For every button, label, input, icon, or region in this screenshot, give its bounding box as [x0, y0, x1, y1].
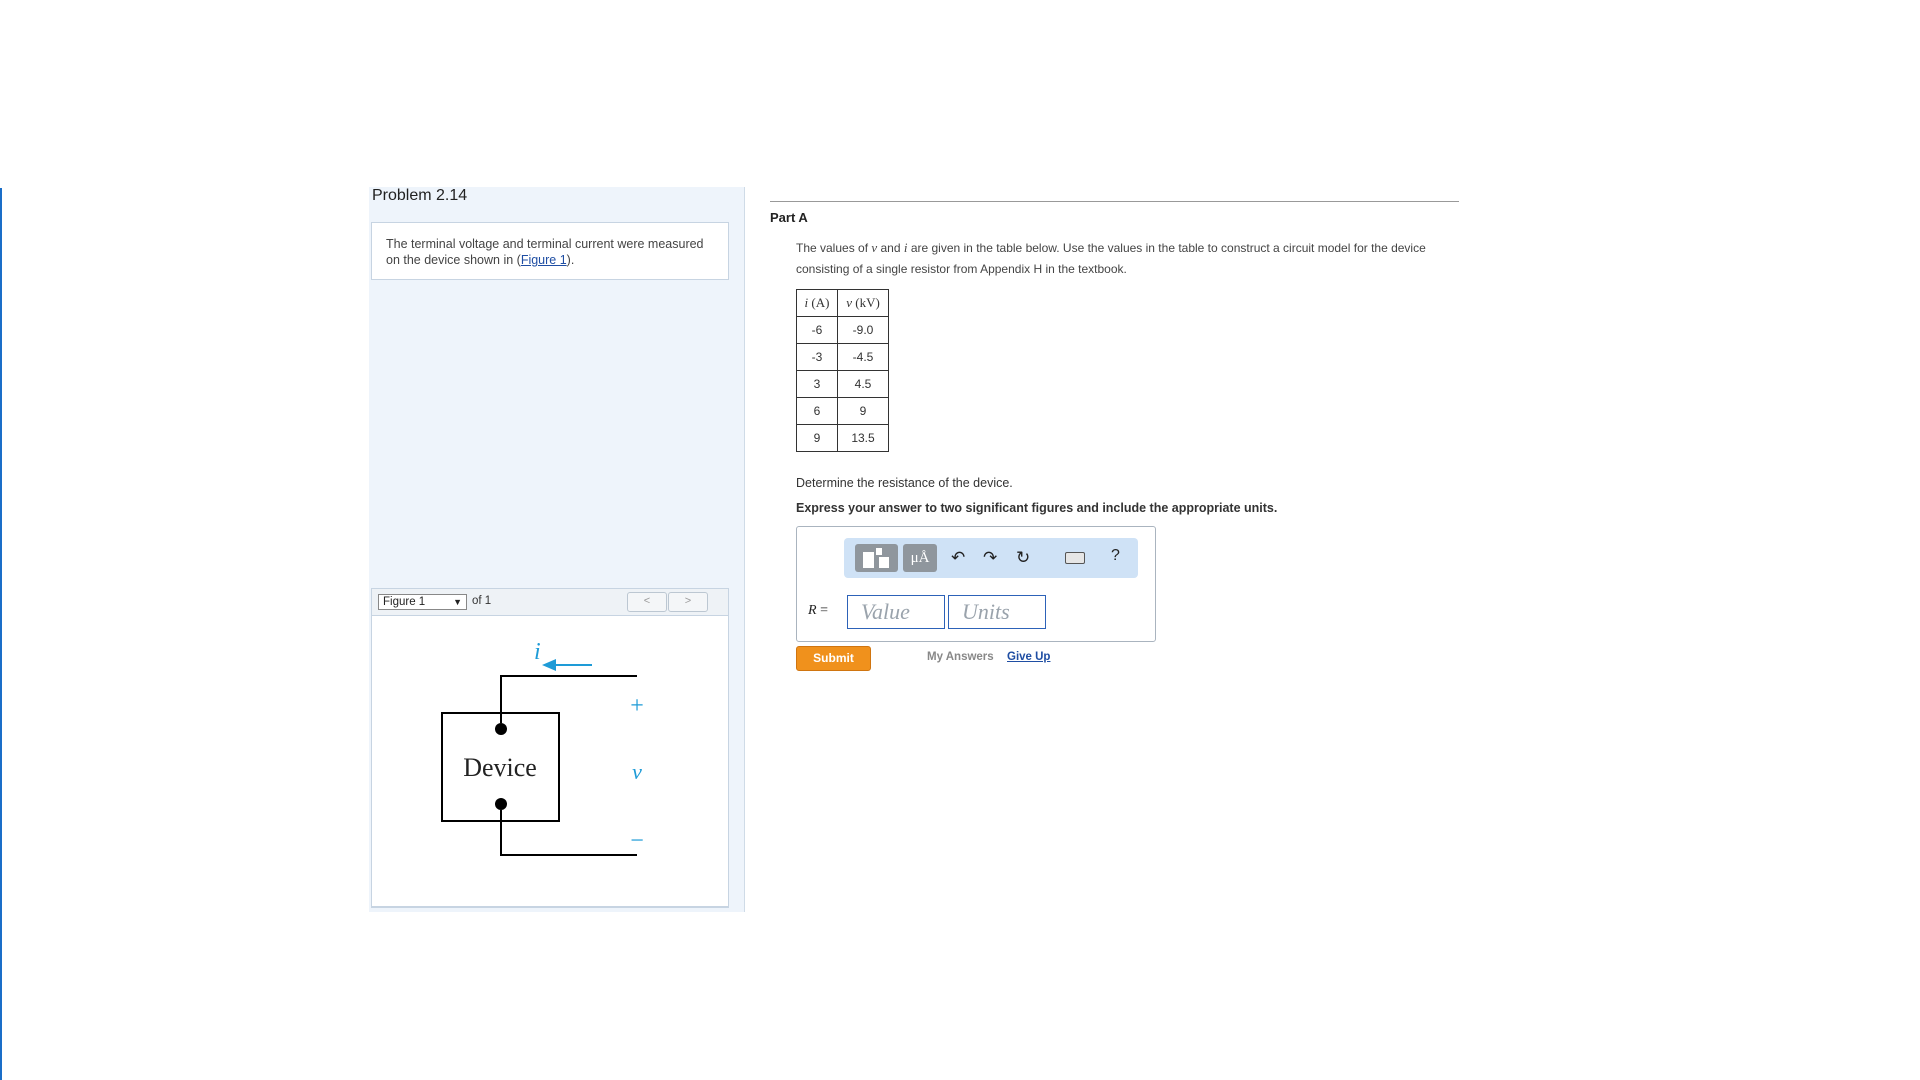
window-edge-line — [0, 188, 2, 1080]
desc-text-1: The values of — [796, 241, 872, 255]
problem-title: Problem 2.14 — [372, 187, 468, 204]
device-label: Device — [463, 753, 537, 782]
table-row — [797, 317, 889, 344]
table-cell: 6 — [797, 398, 838, 425]
next-figure-button[interactable] — [668, 592, 708, 612]
my-answers-link[interactable]: My Answers — [927, 651, 994, 663]
prev-figure-button[interactable] — [627, 592, 667, 612]
figure-bottom-rule — [371, 907, 729, 908]
desc-text-2: and — [877, 241, 904, 255]
table-cell: 9 — [797, 425, 838, 452]
figure-area — [371, 616, 729, 907]
table-cell: 9 — [838, 398, 889, 425]
figure-link[interactable]: Figure 1 — [520, 253, 567, 267]
table-cell: -6 — [797, 317, 838, 344]
table-cell: 3 — [797, 371, 838, 398]
current-label: i — [534, 639, 541, 665]
device-circuit-diagram — [372, 616, 730, 907]
part-divider — [770, 201, 1459, 202]
table-row — [797, 398, 889, 425]
templates-icon[interactable] — [855, 544, 898, 572]
current-arrowhead — [542, 659, 556, 671]
table-header-row — [797, 290, 889, 317]
table-cell: 4.5 — [838, 371, 889, 398]
bottom-terminal — [495, 798, 507, 810]
minus-label: − — [630, 828, 644, 854]
desc-var-i: i — [903, 240, 908, 255]
question-text: Determine the resistance of the device. — [796, 476, 1013, 490]
figure-select-value: Figure 1 — [383, 596, 426, 608]
units-icon[interactable]: μÅ — [903, 544, 937, 572]
chevron-left-icon: < — [643, 595, 651, 607]
figure-count: of 1 — [472, 595, 492, 607]
table-cell: -4.5 — [838, 344, 889, 371]
figure-select[interactable] — [378, 594, 467, 610]
reset-icon[interactable]: ↻ — [1016, 548, 1031, 567]
intro-tail: ). — [566, 253, 575, 267]
dropdown-arrow-icon: ▼ — [453, 597, 462, 607]
desc-var-v: v — [871, 240, 878, 255]
table-row — [797, 425, 889, 452]
table-cell: -9.0 — [838, 317, 889, 344]
answer-variable-label: R = — [808, 603, 828, 618]
keyboard-icon[interactable] — [1065, 552, 1085, 564]
top-terminal — [495, 723, 507, 735]
units-input[interactable]: Units — [948, 595, 1046, 629]
submit-button[interactable]: Submit — [796, 646, 871, 671]
table-row — [797, 371, 889, 398]
part-description — [796, 237, 1456, 280]
give-up-link[interactable]: Give Up — [1007, 651, 1051, 663]
chevron-right-icon: > — [684, 595, 692, 607]
value-input[interactable]: Value — [847, 595, 945, 629]
undo-icon[interactable]: ↶ — [951, 548, 966, 567]
table-cell: 13.5 — [838, 425, 889, 452]
help-icon[interactable]: ? — [1111, 547, 1120, 564]
plus-label: + — [630, 693, 644, 719]
answer-box — [796, 526, 1156, 642]
col-header-current: i (A) — [797, 290, 838, 317]
col-header-voltage: v (kV) — [838, 290, 889, 317]
math-toolbar — [844, 538, 1138, 578]
redo-icon[interactable]: ↷ — [983, 548, 998, 567]
voltage-label: v — [632, 759, 642, 784]
instruction-text: Express your answer to two significant figures and include the appropriate units. — [796, 501, 1278, 515]
problem-intro — [371, 222, 729, 280]
values-table — [796, 289, 889, 452]
part-a-label: Part A — [770, 210, 808, 225]
intro-text: The terminal voltage and terminal current were measured on the device shown in ( — [386, 237, 704, 267]
table-cell: -3 — [797, 344, 838, 371]
table-row — [797, 344, 889, 371]
desc-text-3: are given in the table below. Use the values in the table to construct a circuit model for the device consisting of a single resistor from Appendix H in the textbook. — [796, 241, 1426, 276]
figure-nav-bar — [371, 588, 729, 616]
